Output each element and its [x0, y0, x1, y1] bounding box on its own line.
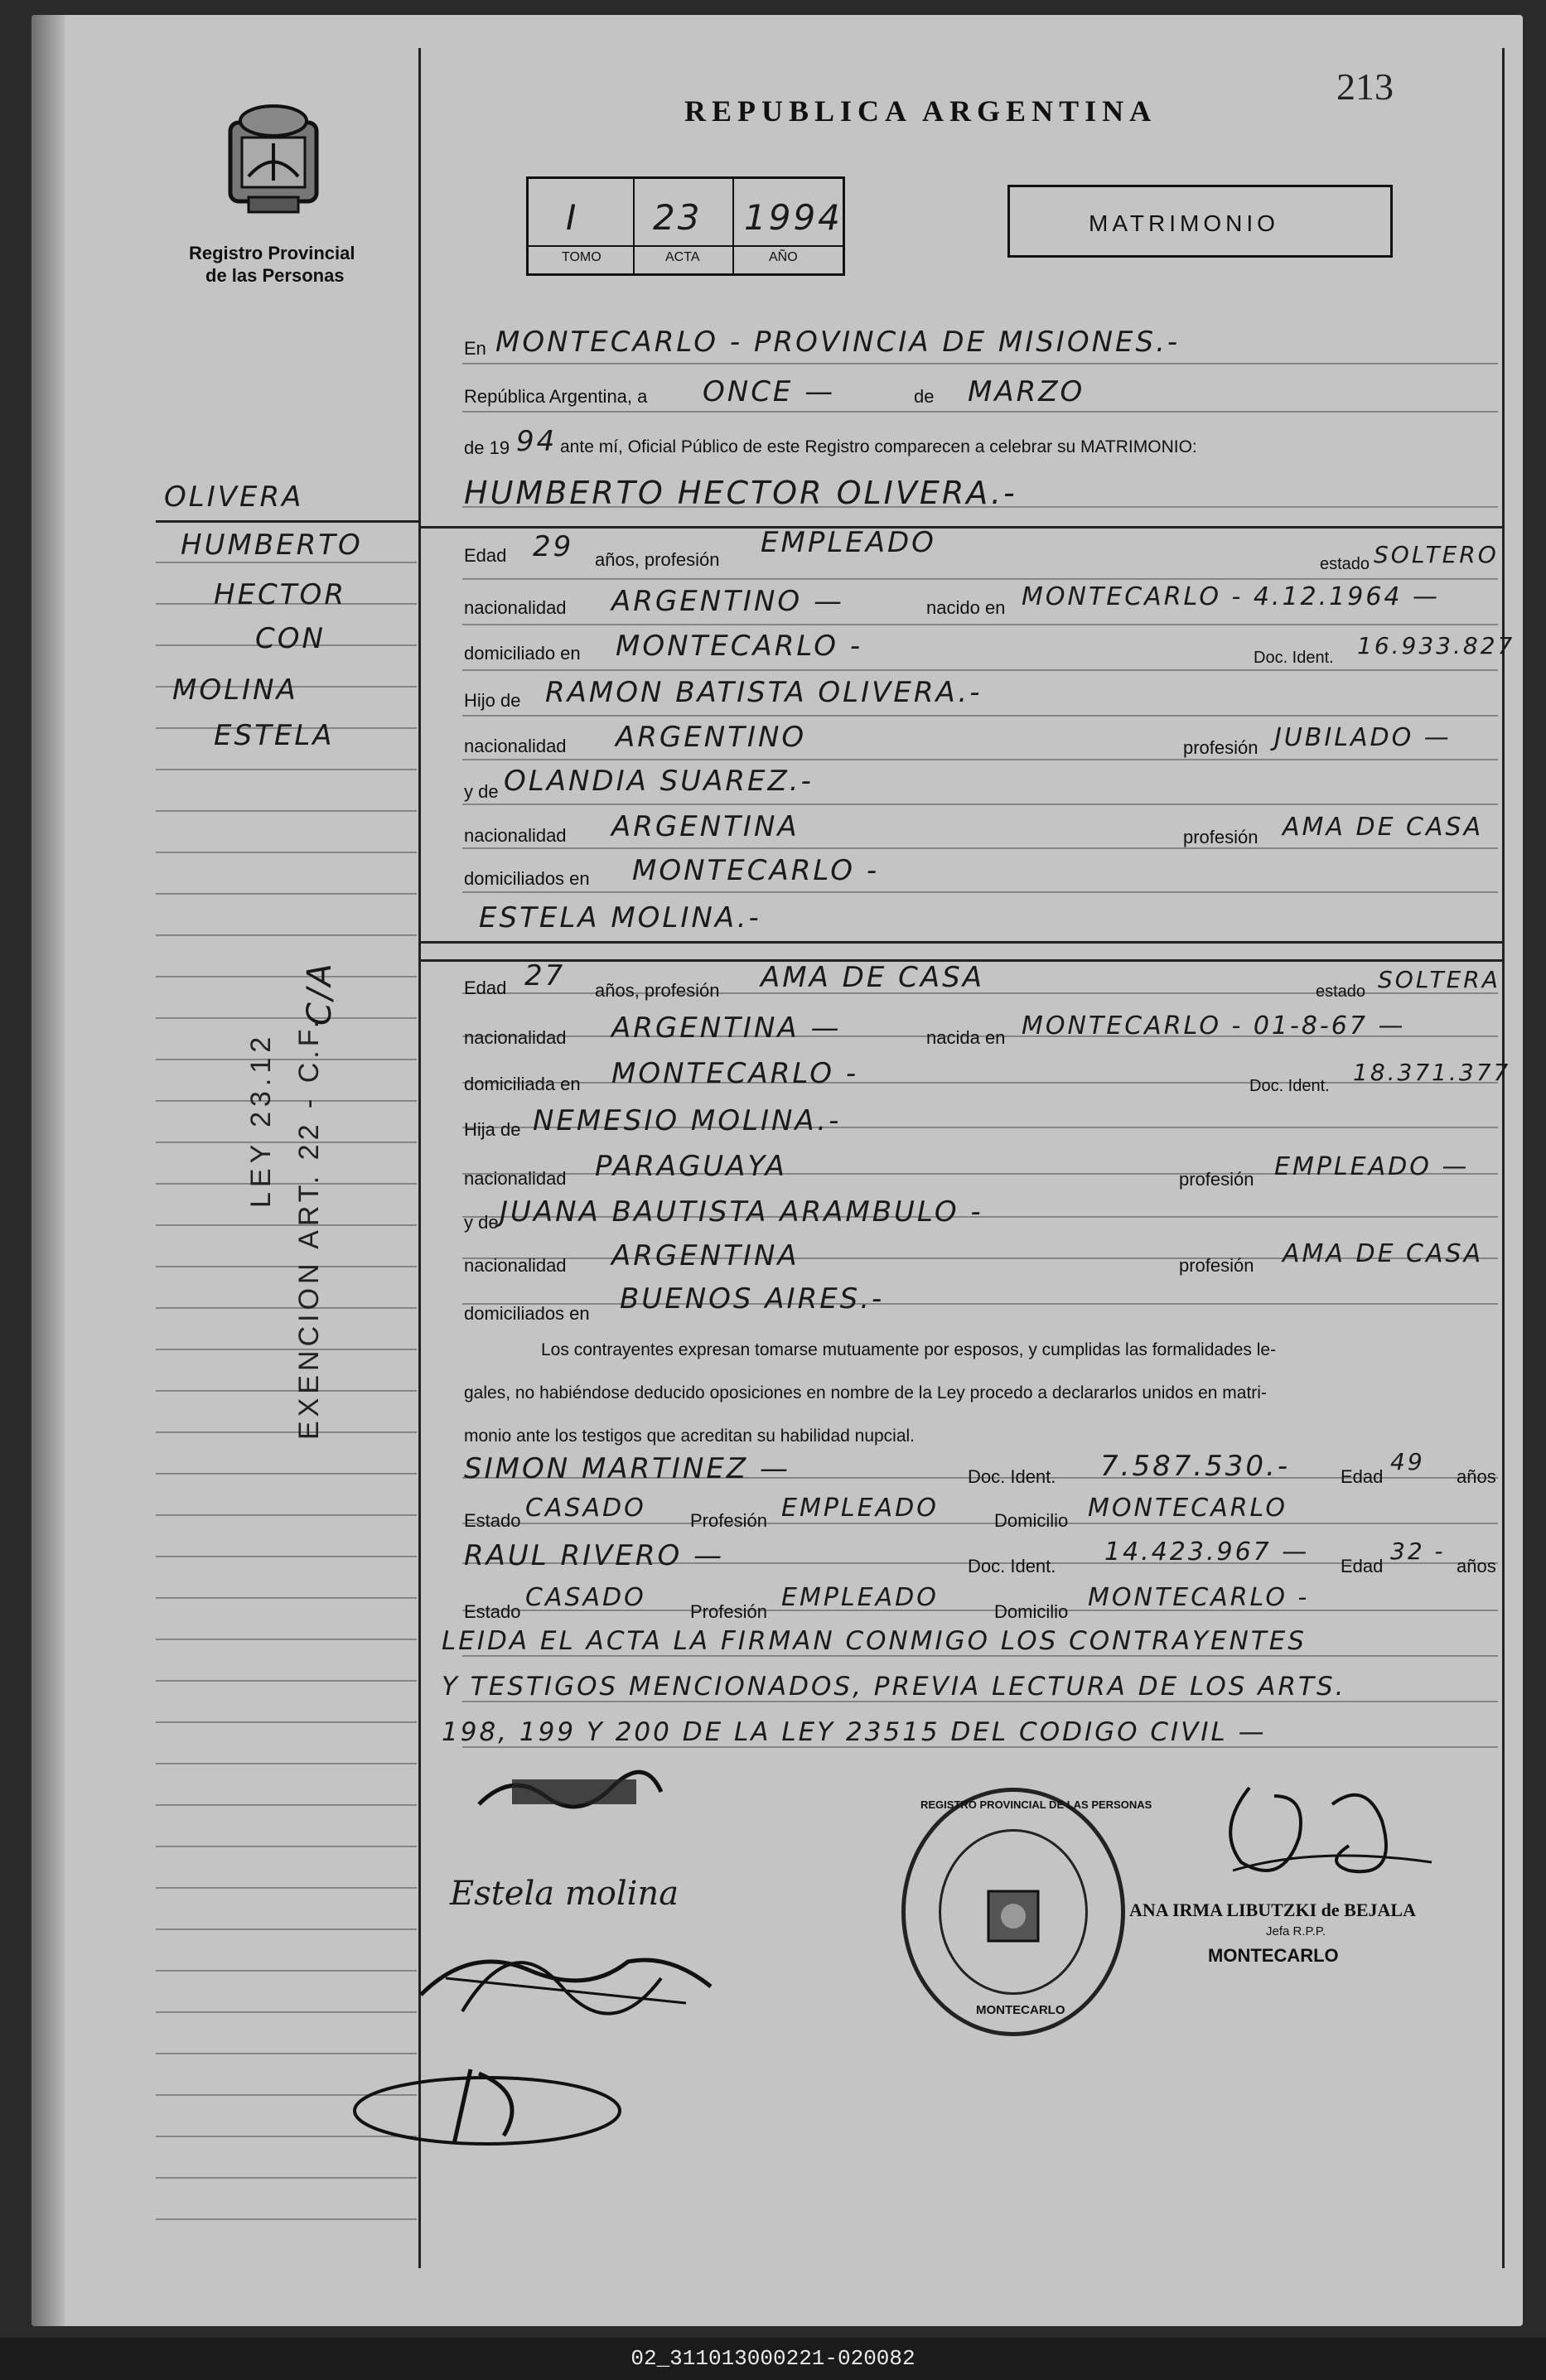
groom-anos-profesion-label: años, profesión — [595, 549, 720, 570]
groom-domiciliados-label: domiciliados en — [464, 868, 590, 889]
bride-nacida-label: nacida en — [926, 1027, 1006, 1048]
witness2-doc-label: Doc. Ident. — [968, 1556, 1056, 1576]
witness1-profesion-label: Profesión — [690, 1510, 767, 1531]
groom-parents-domicile: MONTECARLO - — [632, 854, 880, 887]
groom-nationality: ARGENTINO — — [611, 585, 844, 618]
witness2-profesion-label: Profesión — [690, 1601, 767, 1622]
bride-y-de-label: y de — [464, 1212, 499, 1233]
bride-nationality: ARGENTINA — — [611, 1011, 842, 1045]
country-title: REPUBLICA ARGENTINA — [684, 94, 1157, 128]
seal-place: MONTECARLO — [976, 2003, 1065, 2017]
groom-father: RAMON BATISTA OLIVERA.- — [545, 676, 983, 709]
witness2-anos-label: años — [1457, 1556, 1496, 1576]
month-value: MARZO — [968, 375, 1085, 408]
bride-age: 27 — [524, 959, 566, 992]
bride-mother-nat: ARGENTINA — [611, 1239, 800, 1272]
closing-line1: LEIDA EL ACTA LA FIRMAN CONMIGO LOS CONTRAYENTES — [442, 1626, 1307, 1656]
bride-father-nat: PARAGUAYA — [595, 1150, 787, 1183]
bride-mother: JUANA BAUTISTA ARAMBULO - — [500, 1195, 983, 1229]
groom-doc: 16.933.827 — [1357, 632, 1515, 659]
groom-mother-nat: ARGENTINA — [611, 810, 800, 843]
groom-estado-label: estado — [1320, 555, 1370, 573]
groom-y-de-label: y de — [464, 781, 499, 802]
de19-label: de 19 — [464, 437, 510, 458]
bride-mother-nat-label: nacionalidad — [464, 1255, 567, 1276]
bride-profession: AMA DE CASA — [761, 961, 984, 994]
seal-emblem-icon — [984, 1883, 1042, 1949]
witness2-estado: CASADO — [525, 1583, 646, 1612]
groom-father-nat-label: nacionalidad — [464, 736, 567, 756]
groom-edad-label: Edad — [464, 545, 507, 566]
bride-anos-profesion-label: años, profesión — [595, 980, 720, 1001]
margin-note-first-name: HUMBERTO — [181, 529, 363, 562]
margin-stamp-exencion: EXENCION ART. 22 - C.F. — [293, 1016, 325, 1440]
groom-section-rule — [421, 941, 1502, 944]
act-type-box — [1007, 185, 1393, 258]
margin-note-bride-name: ESTELA — [214, 719, 335, 752]
official-name: ANA IRMA LIBUTZKI de BEJALA — [1129, 1900, 1416, 1920]
bride-father-prof-label: profesión — [1179, 1169, 1254, 1190]
official-role: Jefa R.P.P. — [1266, 1924, 1326, 1938]
witness2-name: RAUL RIVERO — — [464, 1539, 725, 1572]
witness2-doc: 14.423.967 — — [1104, 1538, 1310, 1567]
bride-nacionalidad-label: nacionalidad — [464, 1027, 567, 1048]
declaration-line1: Los contrayentes expresan tomarse mutuamente por esposos, y cumplidas las formalidades le- — [541, 1340, 1277, 1359]
groom-born: MONTECARLO - 4.12.1964 — — [1022, 582, 1441, 611]
bride-born: MONTECARLO - 01-8-67 — — [1022, 1011, 1406, 1040]
margin-note-second-name: HECTOR — [214, 578, 346, 611]
bride-signature: Estela molina — [450, 1875, 679, 1913]
groom-domicile: MONTECARLO - — [616, 630, 863, 663]
groom-name: HUMBERTO HECTOR OLIVERA.- — [464, 475, 1017, 511]
bride-estado-label: estado — [1316, 982, 1366, 1001]
coat-of-arms-icon — [224, 98, 323, 218]
republica-label: República Argentina, a — [464, 386, 648, 407]
place-value: MONTECARLO - PROVINCIA DE MISIONES.- — [495, 326, 1181, 359]
year-value: 94 — [516, 425, 558, 458]
bride-edad-label: Edad — [464, 978, 507, 998]
intro-statement: ante mí, Oficial Público de este Registro comparecen a celebrar su MATRIMONIO: — [560, 437, 1197, 456]
groom-father-prof: JUBILADO — — [1274, 723, 1452, 752]
witness1-anos-label: años — [1457, 1466, 1496, 1487]
act-type: MATRIMONIO — [1089, 210, 1279, 236]
ano-label: AÑO — [769, 250, 798, 264]
witness1-age: 49 — [1390, 1448, 1425, 1475]
declaration-line2: gales, no habiéndose deducido oposiciones en nombre de la Ley procedo a declararlos unidos en matri- — [464, 1383, 1267, 1402]
bride-domicile: MONTECARLO - — [611, 1057, 859, 1090]
groom-mother-nat-label: nacionalidad — [464, 825, 567, 846]
witness2-domicile: MONTECARLO - — [1088, 1583, 1310, 1612]
margin-top-rule — [156, 520, 421, 523]
bride-parents-domicile: BUENOS AIRES.- — [620, 1282, 885, 1316]
en-label: En — [464, 338, 486, 359]
margin-note-bride-surname: MOLINA — [172, 673, 298, 707]
groom-mother-prof: AMA DE CASA — [1283, 813, 1484, 842]
day-value: ONCE — — [703, 375, 836, 408]
bride-name: ESTELA MOLINA.- — [479, 901, 761, 934]
groom-father-nat: ARGENTINO — [616, 721, 807, 754]
registry-name-line1: Registro Provincial — [189, 243, 355, 263]
acta-label: ACTA — [665, 250, 700, 264]
registry-name-line2: de las Personas — [205, 265, 345, 286]
record-box — [526, 176, 845, 276]
groom-father-prof-label: profesión — [1183, 737, 1259, 758]
footer-image-id: 02_311013000221-020082 — [0, 2338, 1546, 2380]
bride-father: NEMESIO MOLINA.- — [533, 1104, 842, 1137]
register-page — [31, 15, 1523, 2326]
groom-age: 29 — [533, 530, 574, 563]
margin-note-con: CON — [255, 622, 326, 655]
groom-estado: SOLTERO — [1374, 541, 1499, 568]
acta-value: 23 — [653, 197, 703, 238]
groom-nacido-label: nacido en — [926, 597, 1006, 618]
witness2-estado-label: Estado — [464, 1601, 521, 1622]
witness1-profession: EMPLEADO — [781, 1494, 939, 1523]
groom-section-top-rule — [421, 526, 1502, 529]
bride-father-nat-label: nacionalidad — [464, 1168, 567, 1189]
closing-line2: Y TESTIGOS MENCIONADOS, PREVIA LECTURA DE LOS ARTS. — [442, 1672, 1346, 1702]
witness1-estado: CASADO — [525, 1494, 646, 1523]
witness-signature — [338, 2036, 653, 2160]
witness1-estado-label: Estado — [464, 1510, 521, 1531]
declaration-line3: monio ante los testigos que acreditan su habilidad nupcial. — [464, 1427, 916, 1446]
official-seal — [901, 1788, 1152, 2036]
bride-doc: 18.371.377 — [1353, 1059, 1511, 1086]
witness1-domicile: MONTECARLO — [1088, 1494, 1288, 1523]
groom-mother-prof-label: profesión — [1183, 827, 1259, 847]
bride-hija-label: Hija de — [464, 1119, 521, 1140]
official-signature — [1183, 1763, 1465, 1895]
witness1-domicilio-label: Domicilio — [994, 1510, 1069, 1531]
groom-profession: EMPLEADO — [761, 526, 936, 559]
witness2-domicilio-label: Domicilio — [994, 1601, 1069, 1622]
crossed-out-signature — [462, 1763, 678, 1829]
page-binding-shadow — [31, 15, 65, 2326]
witness1-name: SIMON MARTINEZ — — [464, 1452, 790, 1485]
ano-value: 1994 — [744, 197, 843, 238]
margin-note-surname: OLIVERA — [164, 480, 304, 514]
witness1-doc-label: Doc. Ident. — [968, 1466, 1056, 1487]
witness1-doc: 7.587.530.- — [1100, 1450, 1291, 1483]
margin-stamp-signature: C/A — [301, 961, 339, 1026]
witness1-edad-label: Edad — [1341, 1466, 1384, 1487]
seal-text: REGISTRO PROVINCIAL DE LAS PERSONAS — [920, 1798, 1152, 1811]
witness2-profession: EMPLEADO — [781, 1583, 939, 1612]
groom-doc-label: Doc. Ident. — [1254, 649, 1334, 667]
bride-father-prof: EMPLEADO — — [1274, 1152, 1470, 1181]
bride-estado: SOLTERA — [1378, 966, 1500, 993]
tomo-label: TOMO — [562, 250, 601, 264]
groom-signature — [396, 1920, 744, 2028]
official-place: MONTECARLO — [1208, 1945, 1339, 1966]
witness2-age: 32 - — [1390, 1538, 1446, 1565]
groom-nacionalidad-label: nacionalidad — [464, 597, 567, 618]
groom-domiciliado-label: domiciliado en — [464, 643, 581, 664]
bride-doc-label: Doc. Ident. — [1249, 1077, 1330, 1095]
groom-hijo-label: Hijo de — [464, 690, 521, 711]
closing-line3: 198, 199 Y 200 DE LA LEY 23515 DEL CODIGO CIVIL — — [442, 1717, 1267, 1747]
bride-mother-prof-label: profesión — [1179, 1255, 1254, 1276]
tomo-value: I — [566, 197, 579, 238]
right-border — [1502, 48, 1505, 2268]
bride-domiciliados-label: domiciliados en — [464, 1303, 590, 1324]
witness2-edad-label: Edad — [1341, 1556, 1384, 1576]
margin-stamp-ley: LEY 23.12 — [245, 1031, 277, 1208]
bride-domiciliada-label: domiciliada en — [464, 1074, 581, 1094]
de-label: de — [914, 386, 935, 407]
bride-mother-prof: AMA DE CASA — [1283, 1239, 1484, 1268]
page-number: 213 — [1336, 65, 1394, 108]
groom-mother: OLANDIA SUAREZ.- — [504, 765, 814, 798]
